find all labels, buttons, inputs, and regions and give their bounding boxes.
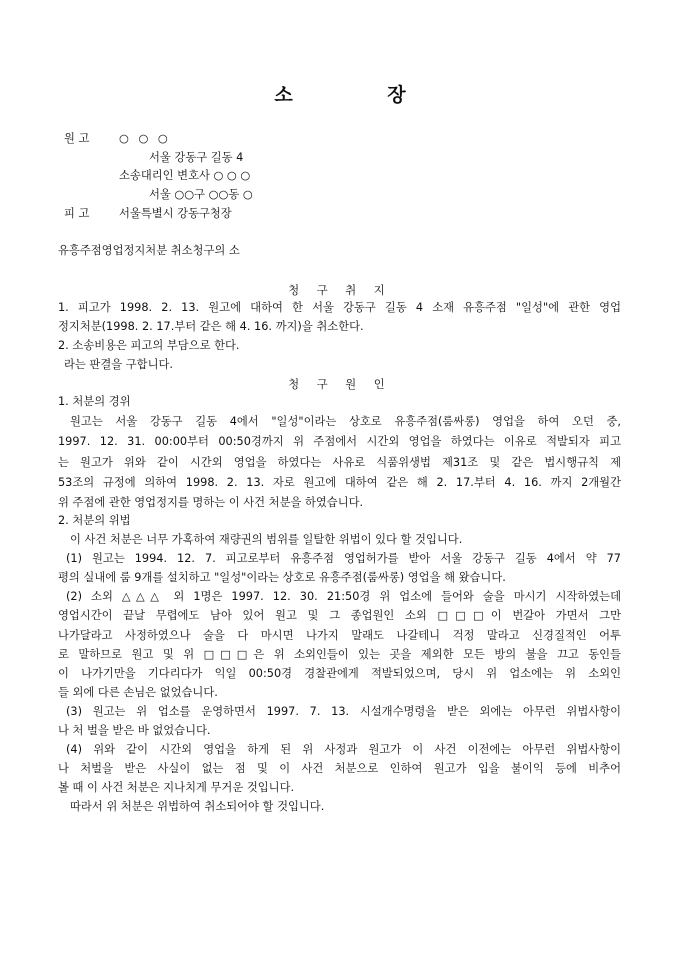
paragraph-1-line: (1) 원고는 1994. 12. 7. 피고로부터 유흥주점 영업허가를 받아 서울 강동구 길동 4에서 약 77 bbox=[66, 552, 621, 565]
claim-closing: 라는 판결을 구합니다. bbox=[64, 358, 173, 371]
attorney: 소송대리인 변호사 ○ ○ ○ bbox=[119, 169, 251, 182]
section-1-line: 53조의 규정에 의하여 1998. 2. 13. 자로 원고에 대하여 같은 해 2. 17.부터 4. 16. 까지 2개월간 bbox=[58, 476, 621, 489]
section-1-title: 1. 처분의 경위 bbox=[58, 395, 131, 408]
paragraph-1-line: 평의 실내에 룸 9개를 설치하고 "일성"이라는 상호로 유흥주점(룸싸롱) 영업을 해 왔습니다. bbox=[58, 571, 506, 584]
attorney-address: 서울 ○○구 ○○동 ○ bbox=[149, 188, 253, 201]
claim-heading: 청 구 취 지 bbox=[288, 284, 392, 297]
paragraph-4-line: 볼 때 이 사건 처분은 지나치게 무거운 것입니다. bbox=[58, 781, 295, 794]
section-1-line: 는 원고가 위와 같이 시간외 영업을 하였다는 사유로 식품위생법 제31조 및 같은 법시행규칙 제 bbox=[58, 456, 621, 469]
paragraph-4-line: (4) 위와 같이 시간외 영업을 하게 된 위 사정과 원고가 이 사건 이전에는 아무런 위법사항이 bbox=[66, 743, 621, 756]
defendant-name: 서울특별시 강동구청장 bbox=[119, 207, 232, 220]
defendant-label: 피 고 bbox=[64, 207, 90, 220]
claim-item-1-line-2: 정지처분(1998. 2. 17.부터 같은 해 4. 16. 까지)을 취소한다. bbox=[58, 320, 364, 333]
paragraph-3-line: 나 처 벌을 받은 바 없었습니다. bbox=[58, 724, 211, 737]
plaintiff-name: ○ ○ ○ bbox=[119, 132, 171, 145]
paragraph-2-line: (2) 소외 △△△ 외 1명은 1997. 12. 30. 21:50경 위 업소에 들어와 술을 마시기 시작하였는데 bbox=[66, 590, 621, 603]
section-1-line: 원고는 서울 강동구 길동 4에서 "일성"이라는 상호로 유흥주점(룸싸롱) 영업을 하여 오던 중, bbox=[70, 415, 621, 428]
paragraph-3-line: (3) 원고는 위 업소를 운영하면서 1997. 7. 13. 시설개수명령을 받은 외에는 아무런 위법사항이 bbox=[66, 705, 621, 718]
plaintiff-address: 서울 강동구 길동 4 bbox=[149, 151, 244, 164]
section-1-line: 1997. 12. 31. 00:00부터 00:50경까지 위 주점에서 시간외 영업을 하였다는 이유로 적발되자 피고 bbox=[58, 435, 621, 448]
paragraph-2-line: 이 나가기만을 기다리다가 익일 00:50경 경찰관에게 적발되었으며, 당시 위 업소에는 위 소외인 bbox=[58, 667, 621, 680]
paragraph-2-line: 로 말하므로 원고 및 위 □□□은 위 소외인들이 있는 곳을 제외한 모든 방의 불을 끄고 동인들 bbox=[58, 648, 621, 661]
section-1-line: 위 주점에 관한 영업정지를 명하는 이 사건 처분을 하였습니다. bbox=[58, 496, 364, 509]
plaintiff-label: 원 고 bbox=[64, 132, 90, 145]
page-title: 소 장 bbox=[274, 84, 450, 106]
claim-item-2: 2. 소송비용은 피고의 부담으로 한다. bbox=[58, 339, 240, 352]
section-2-title: 2. 처분의 위법 bbox=[58, 514, 131, 527]
claim-item-1-line-1: 1. 피고가 1998. 2. 13. 원고에 대하여 한 서울 강동구 길동 4 소재 유흥주점 "일성"에 관한 영업 bbox=[58, 301, 621, 314]
paragraph-2-line: 나가달라고 사정하였으나 술을 다 마시면 나가지 말래도 나갈테니 걱정 말라고 신경질적인 어투 bbox=[58, 629, 621, 642]
case-title: 유흥주점영업정지처분 취소청구의 소 bbox=[58, 244, 240, 257]
paragraph-2-line: 영업시간이 끝날 무렵에도 남아 있어 원고 및 그 종업원인 소외 □□□이 번갈아 가면서 그만 bbox=[58, 609, 621, 622]
section-2-intro: 이 사건 처분은 너무 가혹하여 재량권의 범위를 일탈한 위법이 있다 할 것입니다. bbox=[70, 533, 463, 546]
conclusion: 따라서 위 처분은 위법하여 취소되어야 할 것입니다. bbox=[70, 800, 325, 813]
paragraph-4-line: 나 처벌을 받은 사실이 없는 점 및 이 사건 처분으로 인하여 원고가 입을 불이익 등에 비추어 bbox=[58, 762, 621, 775]
cause-heading: 청 구 원 인 bbox=[288, 378, 392, 391]
paragraph-2-line: 들 외에 다른 손님은 없었습니다. bbox=[58, 686, 218, 699]
